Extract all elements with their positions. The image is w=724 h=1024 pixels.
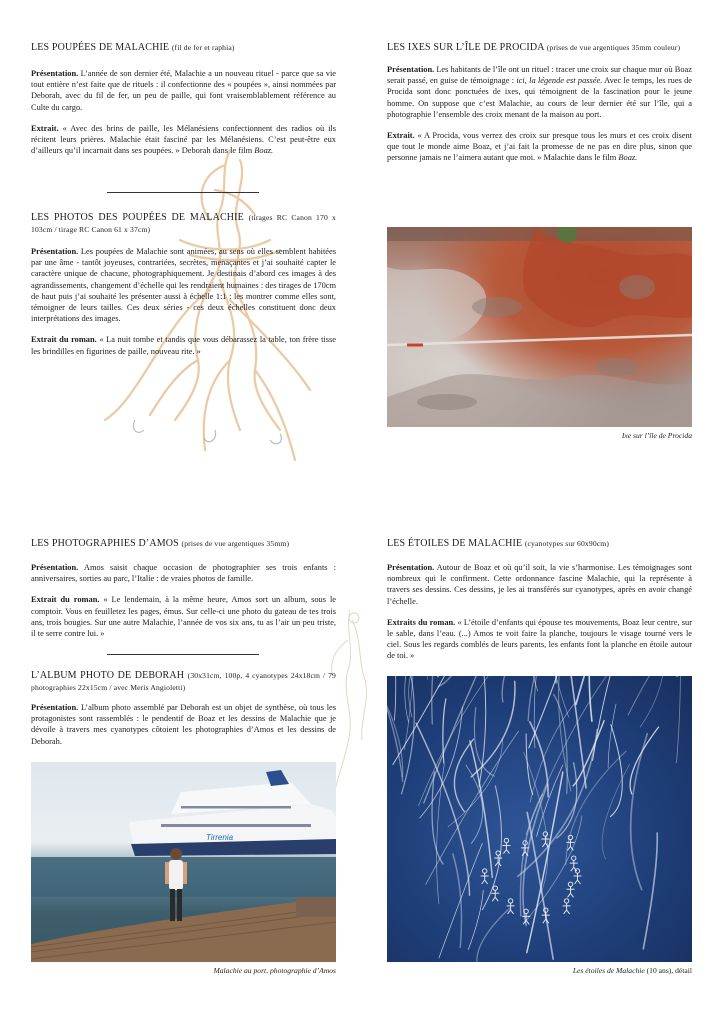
chalk-stroke (643, 833, 657, 949)
extrait-text: « L’étoile d’enfants qui épouse tes mouvements, Boaz leur centre, sur le sable, dans l’eau. (...) Amos te voit faire la planche, toujours le visage tourné vers le ciel. Sous les regards comblés de leurs parents, les enfants font la planche en étoile autour de toi. » (387, 617, 692, 661)
presentation-paragraph (387, 64, 692, 120)
chalk-stroke (482, 786, 501, 910)
extrait-paragraph (31, 123, 336, 157)
chalk-stroke (589, 676, 610, 721)
subtitle-text: (prises de vue argentiques 35mm couleur) (546, 43, 681, 52)
child-figure (507, 899, 515, 914)
presentation-label: Présentation. (31, 247, 79, 256)
subtitle-text: (cyanotypes sur 60x90cm) (524, 539, 610, 548)
presentation-label: Présentation. (387, 563, 435, 572)
chalk-stroke (593, 676, 638, 761)
chalk-stroke (527, 772, 563, 953)
subtitle-text: (tirages RC Canon 170 x 103cm / tirage RC Canon 61 x 37cm) (31, 213, 336, 234)
section-photos-poupees (31, 212, 336, 357)
presentation-paragraph (31, 68, 336, 113)
presentation-paragraph (387, 562, 692, 607)
chalk-stroke (469, 676, 485, 787)
extrait-label: Extrait du roman. (31, 335, 97, 345)
chalk-stroke (471, 681, 515, 777)
chalk-stroke (502, 676, 549, 702)
extrait-paragraph (31, 594, 336, 639)
chalk-stroke (454, 739, 473, 811)
child-figure (542, 908, 550, 923)
extrait-text: « La nuit tombe et tandis que vous débarassez la table, ton frère tisse les brindilles en figurines de paille, nouveau rite. » (31, 335, 336, 356)
caption-title: Les étoiles de Malachie (572, 966, 645, 975)
presentation-text: Autour de Boaz et où qu’il soit, la vie s’harmonise. Les témoignages sont nombreux qui le confirment. Cette ordonnance fascine Malachie, qui la représente à travers ses dessins. Ces dessins, je les ai transférés sur cyanotypes, après en avoir changé l’échelle. (387, 563, 692, 606)
chalk-stroke (405, 676, 412, 722)
chalk-stroke (424, 676, 500, 803)
chalk-stroke (530, 700, 578, 802)
chalk-stroke (443, 699, 446, 763)
presentation-text: Amos saisit chaque occasion de photographier ses trois enfants : anniversaires, sorties au parc, l’Italie : de vraies photos de famille. (31, 563, 336, 584)
section-poupees (31, 42, 336, 156)
chalk-stroke (526, 734, 533, 795)
child-figure (481, 869, 489, 884)
section-etoiles (387, 538, 692, 662)
child-figure (573, 869, 581, 884)
presentation-paragraph (31, 702, 336, 747)
section-title (31, 42, 336, 54)
chalk-stroke (537, 765, 563, 837)
chalk-stroke (453, 854, 462, 947)
title-text: L’ALBUM PHOTO DE DEBORAH (31, 670, 185, 681)
presentation-label: Présentation. (31, 563, 79, 572)
subtitle-text: (fil de fer et raphia) (171, 43, 235, 52)
chalk-stroke (426, 731, 519, 884)
ferry-caption (31, 966, 336, 975)
presentation-paragraph (31, 562, 336, 584)
extrait-label: Extrait. (387, 131, 415, 141)
section-title (387, 42, 692, 54)
extrait-paragraph (31, 334, 336, 356)
presentation-paragraph (31, 246, 336, 324)
wall-texture (387, 227, 692, 427)
ferry-scene (31, 762, 336, 962)
subtitle-text: (prises de vue argentiques 35mm) (181, 539, 290, 548)
presentation-label: Présentation. (387, 65, 435, 74)
section-album (31, 670, 336, 747)
extrait-text: « A Procida, vous verrez des croix sur presque tous les murs et ces croix disent que tout le monde aime Boaz, et j’ai fait la promesse de ne pas en dire plus, sinon que personne jamais ne l’aimera autant que moi. » Malachie dans le film (387, 131, 692, 163)
chalk-stroke (671, 676, 680, 763)
chalk-stroke (677, 676, 692, 677)
chalk-stroke (610, 725, 622, 817)
procida-wall-photo (387, 227, 692, 427)
ferry-port-photo (31, 762, 336, 962)
cyanotype-caption (387, 966, 692, 975)
cyanotype-stars-image (387, 676, 692, 962)
divider (107, 654, 259, 655)
caption-rest: (10 ans), détail (644, 966, 692, 975)
section-ixes (387, 42, 692, 164)
chalk-stroke (576, 676, 597, 704)
ixes-caption: Ixe sur l’île de Procida (621, 431, 692, 440)
presentation-label: Présentation. (31, 69, 79, 78)
section-title (31, 538, 336, 550)
presentation-text: Les habitants de l’île ont un rituel : tracer une croix sur chaque mur où Boaz serait passé, en guise de témoignage : (387, 65, 692, 86)
divider (107, 192, 259, 193)
section-title (387, 538, 692, 550)
chalk-stroke (608, 704, 616, 768)
film-title: Boaz. (254, 146, 274, 156)
section-title (31, 670, 336, 694)
chalk-stroke (387, 676, 438, 677)
chalk-stroke (628, 676, 673, 715)
chalk-stroke (527, 813, 553, 960)
extrait-label: Extrait. (31, 123, 59, 133)
ferry-name-text: Tirrenia (206, 833, 234, 842)
title-text: LES PHOTOS DES POUPÉES DE MALACHIE (31, 212, 244, 223)
chalk-stroke (640, 676, 665, 727)
section-amos (31, 538, 336, 639)
caption-title: Malachie au port (213, 966, 267, 975)
presentation-label: Présentation. (31, 703, 79, 712)
child-figure (567, 882, 575, 897)
title-text: LES POUPÉES DE MALACHIE (31, 42, 170, 53)
extrait-label: Extraits du roman. (387, 617, 456, 627)
title-text: LES PHOTOGRAPHIES D’AMOS (31, 538, 179, 549)
title-text: LES ÉTOILES DE MALACHIE (387, 538, 523, 549)
child-figure (563, 899, 571, 914)
chalk-stroke (470, 741, 492, 877)
extrait-text: « Avec des brins de paille, les Mélanésiens confectionnent des radios où ils récitent leurs prières. Malachie était fasciné par les Mélanésiens. C’est peut-être eux d’ailleurs qu’il incarnait dans ses poupées. » Deborah dans le film (31, 123, 336, 156)
child-figure (502, 838, 510, 853)
subtitle-text: (30x31cm, 100p, 4 cyanotypes 24x18cm / 79 photographies 22x15cm / avec Meris Angioletti) (31, 671, 336, 692)
chalk-stroke (387, 676, 403, 782)
extrait-text: « Le lendemain, à la même heure, Amos sort un album, sous le comptoir. Vous en feuilletez les pages, émus. Sur celle-ci une photo du gateau de tes trois ans, trois bougies. Sur une autre Malachie, l’année de vos six ans, tu as l’air un peu triste, il te serre contre lui. » (31, 595, 336, 639)
presentation-emphasis: ici, la légende est passée. (516, 76, 603, 86)
extrait-label: Extrait du roman. (31, 595, 100, 605)
section-title (31, 212, 336, 236)
presentation-text: L’album photo assemblé par Deborah est un objet de synthèse, où tous les protagonistes sont rassemblés : le pendentif de Boaz et les dessins de Malachie que je dévoile à travers mes cyanotypes côtoient les photographies d’Amos et les dessins de Deborah. (31, 703, 336, 746)
presentation-text: Les poupées de Malachie sont animées, au sens où elles semblent habitées par une âme - tantôt joyeuses, contrariées, secrètes, menaçantes et j’ai souhaité capter le caractère unique de chacune, photographiquement. Je destinais d’abord ces images à des agrandissements, changement d’échelle qui les rendraient humaines : des tirages de 170cm de haut puis j’ai souhaité les présenter aussi à échelle 1:1 : les montrer comme elles sont, témoigner de leurs tailles. Ces deux séries - ces deux échelles constituent donc deux interprétations des images. (31, 247, 336, 324)
caption-rest: , photographie d’Amos (266, 966, 336, 975)
extrait-paragraph (387, 617, 692, 662)
child-figure (541, 832, 549, 847)
cyanotype-scribbles (387, 676, 692, 962)
presentation-text: L’année de son dernier été, Malachie a un nouveau rituel - parce que sa vie tout entière n’est faite que de rituels : il confectionne des « poupées », ainsi nommées par Deborah, avec du fil de fer, un peu de paille, qui font vraisemblablement référence au Culte du cargo. (31, 69, 336, 112)
chalk-stroke (468, 890, 483, 949)
film-title: Boaz. (618, 153, 638, 163)
title-text: LES IXES SUR L’ÎLE DE PROCIDA (387, 42, 545, 53)
presentation-text-cont: Avec le temps, les rues de Procida sont donc ponctuées de ixes, qui témoignent de la fascination pour le jeune homme. On suppose que c’est Malachie, au cours de leur dernier été sur l’île, qui a photographie l’ensemble des croix menant de la maison au port. (387, 76, 692, 119)
chalk-stroke (477, 909, 509, 962)
extrait-paragraph (387, 130, 692, 164)
